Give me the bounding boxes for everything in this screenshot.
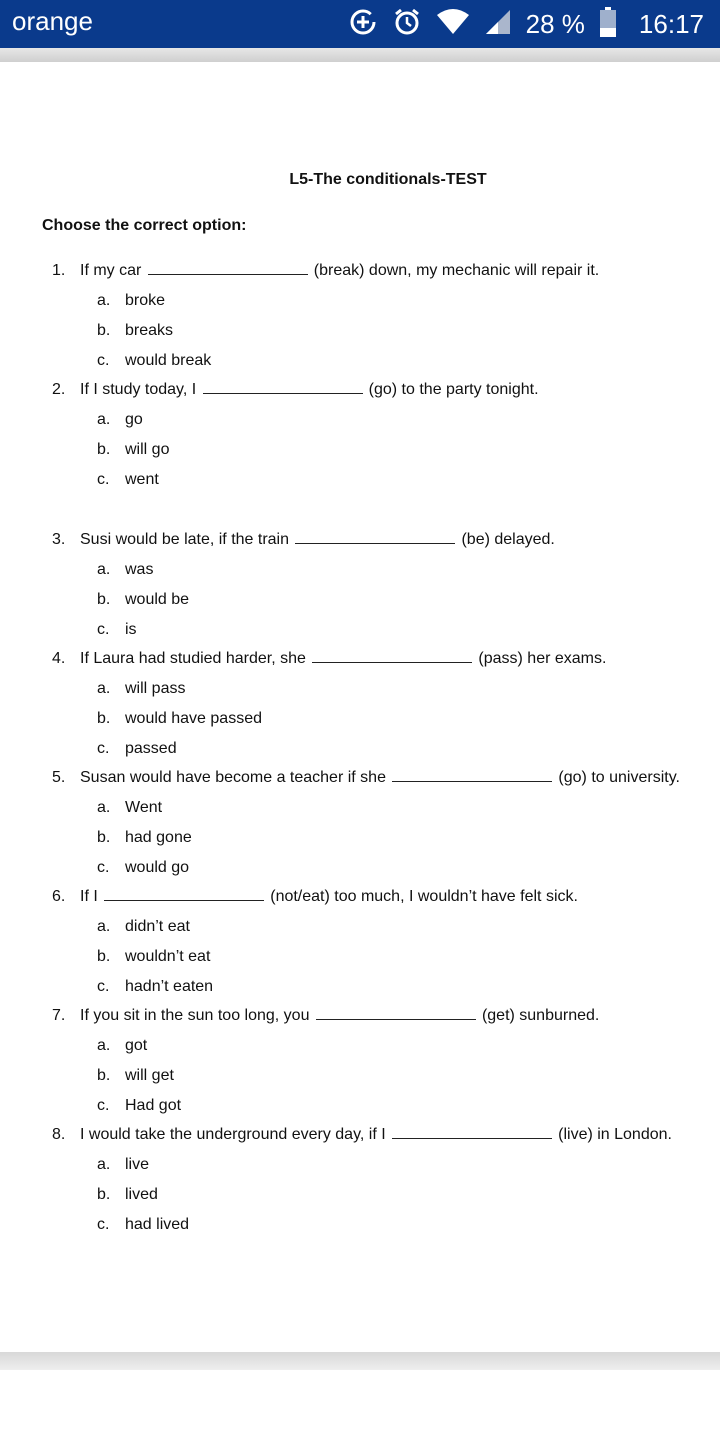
option-letter: a.: [97, 918, 111, 935]
wifi-icon: [436, 7, 470, 42]
option-text: go: [125, 411, 143, 428]
option-letter: b.: [97, 1067, 111, 1084]
question-text-before: If Laura had studied harder, she: [80, 650, 306, 667]
option-letter: a.: [97, 292, 111, 309]
answer-blank: [312, 648, 472, 663]
option-letter: a.: [97, 680, 111, 697]
alarm-icon: [392, 7, 422, 42]
option-text: will get: [125, 1067, 174, 1084]
question-text-after: (live) in London.: [558, 1126, 672, 1143]
option-text: had lived: [125, 1216, 190, 1233]
option-letter: b.: [97, 829, 111, 846]
battery-percent: 28 %: [525, 8, 585, 39]
clock: 16:17: [638, 8, 704, 39]
question-text-before: If you sit in the sun too long, you: [80, 1007, 310, 1024]
question-text: [80, 1120, 672, 1150]
option-text: wouldn’t eat: [125, 948, 211, 965]
option-letter: a.: [97, 411, 111, 428]
document-title: L5-The conditionals-TEST: [289, 171, 487, 188]
option-text: will go: [125, 441, 170, 458]
option-text: hadn’t eaten: [125, 978, 214, 995]
answer-blank: [104, 886, 264, 901]
option-letter: c.: [97, 352, 110, 369]
option-letter: b.: [97, 1186, 111, 1203]
status-icons: [334, 0, 704, 48]
option-text: got: [125, 1037, 148, 1054]
question-text: [80, 763, 680, 793]
option-text: will pass: [125, 680, 186, 697]
question-text-after: (be) delayed.: [461, 531, 555, 548]
option-text: is: [125, 621, 137, 638]
instruction: Choose the correct option:: [42, 217, 247, 234]
option-text: had gone: [125, 829, 192, 846]
question-text-after: (not/eat) too much, I wouldn’t have felt sick.: [270, 888, 578, 905]
question-number: 8.: [52, 1126, 66, 1143]
option-letter: c.: [97, 859, 110, 876]
option-text: breaks: [125, 322, 174, 339]
option-letter: b.: [97, 710, 111, 727]
question-text: [80, 882, 578, 912]
option-text: Had got: [125, 1097, 182, 1114]
option-letter: c.: [97, 471, 110, 488]
option-text: live: [125, 1156, 150, 1173]
question-text: [80, 644, 606, 674]
question-text-after: (get) sunburned.: [481, 1007, 600, 1024]
signal-icon: [484, 7, 512, 42]
question-number: 4.: [52, 650, 66, 667]
option-text: would have passed: [125, 710, 262, 727]
option-letter: b.: [97, 441, 111, 458]
question-number: 6.: [52, 888, 66, 905]
option-letter: a.: [97, 799, 111, 816]
question-text-before: I would take the underground every day, if I: [80, 1126, 386, 1143]
data-saver-icon: [348, 7, 378, 42]
question-text-before: Susi would be late, if the train: [80, 531, 290, 548]
question-text-before: Susan would have become a teacher if she: [80, 769, 386, 786]
option-letter: b.: [97, 948, 111, 965]
option-letter: c.: [97, 1097, 110, 1114]
option-text: would be: [125, 591, 190, 608]
option-text: went: [125, 471, 159, 488]
option-letter: a.: [97, 561, 111, 578]
answer-blank: [295, 529, 455, 544]
option-letter: a.: [97, 1156, 111, 1173]
option-text: broke: [125, 292, 166, 309]
question-text-after: (go) to the party tonight.: [368, 381, 539, 398]
answer-blank: [392, 1124, 552, 1139]
question-number: 1.: [52, 262, 66, 279]
battery-icon: [599, 6, 617, 43]
option-letter: c.: [97, 978, 110, 995]
carrier-name: orange: [12, 6, 93, 36]
answer-blank: [148, 260, 308, 275]
viewer-bottom-divider: [0, 1352, 720, 1370]
answer-blank: [392, 767, 552, 782]
status-bar: [0, 0, 720, 48]
option-text: passed: [125, 740, 177, 757]
answer-blank: [316, 1005, 476, 1020]
option-letter: b.: [97, 591, 111, 608]
question-text-after: (go) to university.: [558, 769, 680, 786]
question-text-after: (pass) her exams.: [478, 650, 607, 667]
question-number: 5.: [52, 769, 66, 786]
option-letter: c.: [97, 621, 110, 638]
question-text: [80, 375, 539, 405]
question-text: [80, 256, 599, 286]
question-number: 7.: [52, 1007, 66, 1024]
question-text: [80, 1001, 599, 1031]
question-text-before: If I: [80, 888, 98, 905]
option-text: Went: [125, 799, 163, 816]
option-letter: a.: [97, 1037, 111, 1054]
answer-blank: [203, 379, 363, 394]
option-letter: c.: [97, 740, 110, 757]
question-text-after: (break) down, my mechanic will repair it.: [313, 262, 600, 279]
option-text: was: [125, 561, 154, 578]
option-letter: b.: [97, 322, 111, 339]
question-number: 3.: [52, 531, 66, 548]
option-text: didn’t eat: [125, 918, 190, 935]
option-text: lived: [125, 1186, 158, 1203]
question-number: 2.: [52, 381, 66, 398]
question-text-before: If my car: [80, 262, 142, 279]
question-text: [80, 525, 555, 555]
option-text: would go: [125, 859, 190, 876]
option-letter: c.: [97, 1216, 110, 1233]
viewer-top-divider: [0, 48, 720, 62]
option-text: would break: [125, 352, 212, 369]
question-text-before: If I study today, I: [80, 381, 197, 398]
